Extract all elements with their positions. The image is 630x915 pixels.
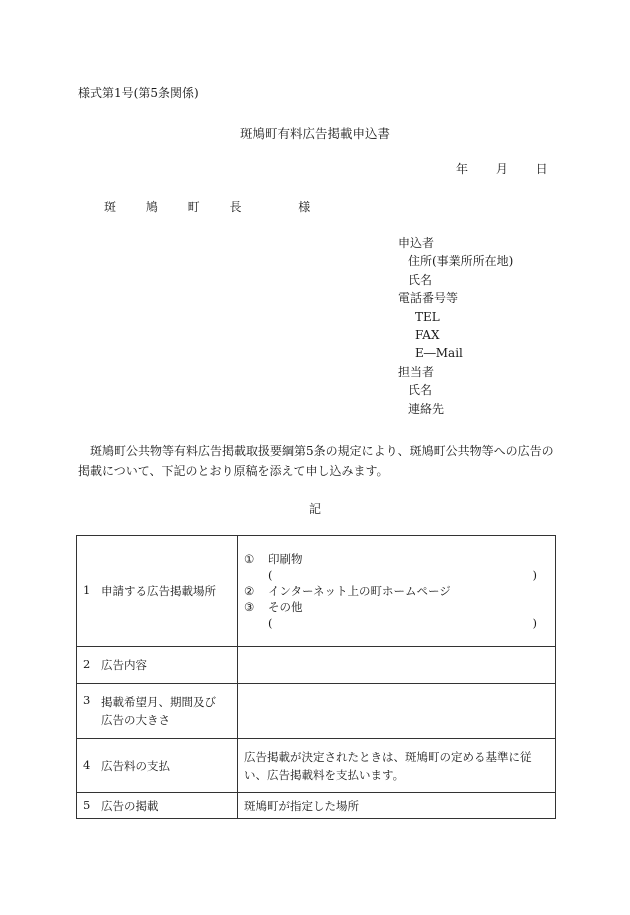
period-size-cell xyxy=(238,684,556,739)
table-row xyxy=(77,793,556,819)
body-text: 斑鳩町公共物等有料広告掲載取扱要綱第5条の規定により、斑鳩町公共物等への広告の掲載について、下記のとおり原稿を添えて申し込みます。 xyxy=(78,444,554,478)
applicant-heading: 申込者 xyxy=(398,236,435,250)
row-label-cell xyxy=(77,647,238,684)
ad-content-cell xyxy=(238,647,556,684)
contact-heading: 担当者 xyxy=(398,364,435,379)
option-text: インターネット上の町ホームページ xyxy=(268,584,451,598)
ki-heading: 記 xyxy=(308,502,321,516)
contact-info-label: 連絡先 xyxy=(408,401,445,416)
row-label: 広告料の支払 xyxy=(101,758,170,773)
option-mark: ② xyxy=(244,584,255,598)
application-table xyxy=(76,535,556,819)
row-label: 掲載希望月、期間及び広告の大きさ xyxy=(101,695,216,727)
row-number: 3 xyxy=(83,693,91,707)
option-mark: ① xyxy=(244,552,255,566)
option-item xyxy=(244,583,549,599)
applicant-name-label: 氏名 xyxy=(408,272,433,287)
addressee-honorific: 様 xyxy=(298,200,311,214)
date-day-label: 日 xyxy=(535,162,548,176)
row-number: 2 xyxy=(83,657,91,671)
fax-label: FAX xyxy=(415,327,440,342)
paren-open: ( xyxy=(268,568,273,582)
email-label: E―Mail xyxy=(415,346,463,361)
document-title: 斑鳩町有料広告掲載申込書 xyxy=(239,126,390,141)
row-label-cell xyxy=(77,739,238,793)
applicant-address-label: 住所(事業所所在地) xyxy=(408,254,514,269)
option-mark: ③ xyxy=(244,600,255,614)
date-year-label: 年 xyxy=(456,162,469,176)
paren-close: ) xyxy=(532,616,537,630)
applicant-block xyxy=(398,234,513,418)
option-item xyxy=(244,599,549,615)
date-line xyxy=(456,160,548,177)
row-number: 1 xyxy=(83,583,91,597)
option-blank xyxy=(244,615,549,631)
table-row xyxy=(77,739,556,793)
row-label-cell xyxy=(77,684,238,739)
phone-heading: 電話番号等 xyxy=(398,291,459,306)
fee-payment-cell: 広告掲載が決定されたときは、斑鳩町の定める基準に従い、広告掲載料を支払います。 xyxy=(238,739,556,793)
tel-label: TEL xyxy=(415,309,440,324)
row-label-cell xyxy=(77,793,238,819)
table-row xyxy=(77,647,556,684)
paren-open: ( xyxy=(268,616,273,630)
option-text: 印刷物 xyxy=(268,552,303,566)
form-number: 様式第1号(第5条関係) xyxy=(78,86,199,100)
option-item xyxy=(244,551,549,567)
table-row xyxy=(77,684,556,739)
date-month-label: 月 xyxy=(495,162,508,176)
row-label: 申請する広告掲載場所 xyxy=(101,584,216,598)
row-label: 広告の掲載 xyxy=(101,798,159,813)
addressee-name: 斑 鳩 町 長 xyxy=(104,200,255,214)
placement-options-cell xyxy=(238,536,556,647)
row-number: 4 xyxy=(83,757,91,772)
contact-name-label: 氏名 xyxy=(408,383,433,398)
row-number: 5 xyxy=(83,797,91,812)
addressee xyxy=(104,198,310,215)
option-blank xyxy=(244,567,549,583)
row-label: 広告内容 xyxy=(101,658,147,672)
table-row xyxy=(77,536,556,647)
row-label-cell xyxy=(77,536,238,647)
paren-close: ) xyxy=(532,568,537,582)
ad-placement-cell: 斑鳩町が指定した場所 xyxy=(238,793,556,819)
option-text: その他 xyxy=(268,600,303,614)
